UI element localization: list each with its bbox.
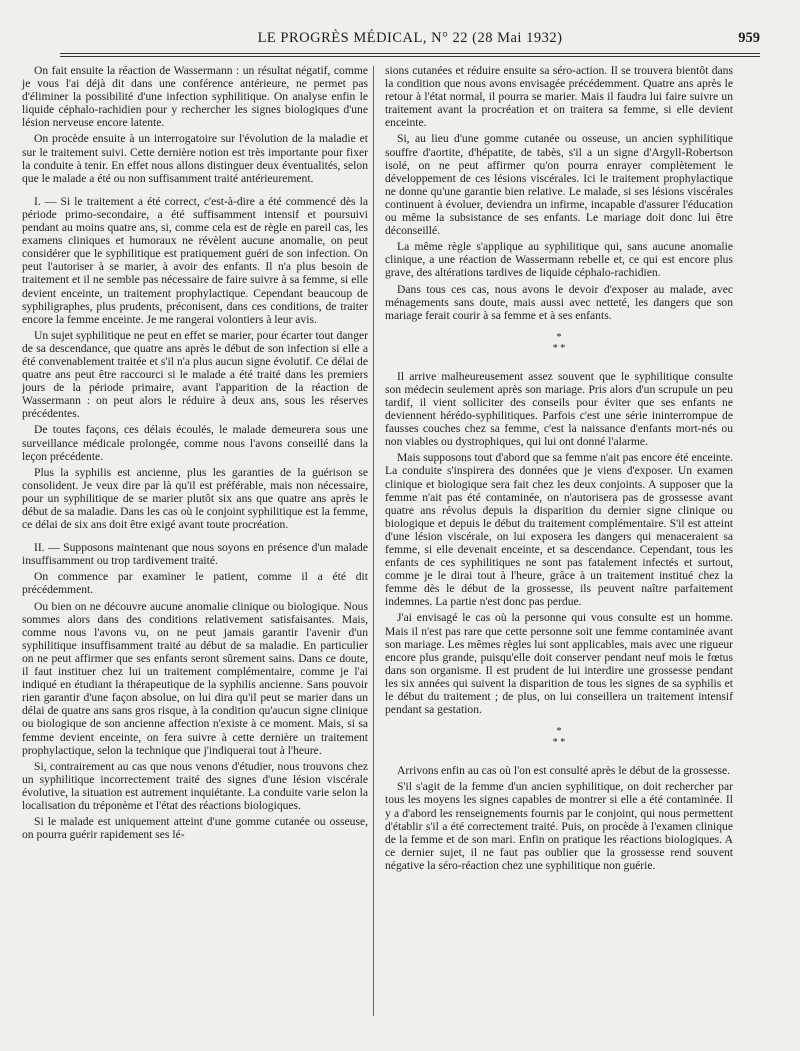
header-rule-bottom [60,56,760,57]
asterism: * * * [552,331,566,354]
paragraph: Si, contrairement au cas que nous venons d'étudier, nous trouvons chez un syphilitique incorrectement traité des signes d'une lésion viscérale évolutive, la situation est autrement inquiétante. La conduite varie selon la localisation du tréponème et l'état des réactions biologiques. [22,759,368,812]
section-separator [385,332,733,354]
running-title: LE PROGRÈS MÉDICAL, N° 22 (28 Mai 1932) [257,30,563,46]
paragraph: sions cutanées et réduire ensuite sa séro-action. Il se trouvera bientôt dans la condition que nous avons envisagée précédemment. Quatre ans après le retour à l'état normal, il pourra se marier. Mais il faudra lui faire suivre un traitement avant la procréation et on traitera sa femme, si elle devient enceinte. [385,64,733,130]
paragraph: Un sujet syphilitique ne peut en effet se marier, pour écarter tout danger de sa descendance, que quatre ans après le début de son infection si elle a été convenablement traitée et s'il n'a plus aucun signe évolutif. Ce délai de quatre ans peut être raccourci si le malade a été traité dans les premiers jours de la période primaire, avant l'apparition de la réaction de Wassermann : on peut alors le réduire à deux ans, sous les réserves précédentes. [22,328,368,421]
paragraph: J'ai envisagé le cas où la personne qui vous consulte est un homme. Mais il n'est pas rare que cette personne soit une femme contaminée avant son mariage. Les mêmes règles lui sont applicables, mais avec une rigueur encore plus grande, puisqu'elle doit conserver pendant neuf mois le fœtus dans son organisme. Il est prudent de lui interdire une grossesse pendant les six années qui suivent la disparition de tous les signes de sa syphilis et le début du traitement ; de plus, on lui conseillera un traitement intensif pendant sa gestation. [385,611,733,717]
paragraph: La même règle s'applique au syphilitique qui, sans aucune anomalie clinique, a une réaction de Wassermann rebelle et, ce qui est encore plus grave, des altérations tardives de liquide céphalo-rachidien. [385,240,733,280]
right-column [385,64,733,875]
paragraph: Plus la syphilis est ancienne, plus les garanties de la guérison se consolident. Je veux dire par là qu'il est préférable, mais non nécessaire, pour un syphilitique de se marier plutôt six ans que quatre ans après le début de sa maladie. Dans les cas où le conjoint syphilitique est la femme, ce délai de six ans doit être exigé avant toute procréation. [22,465,368,532]
paragraph: Mais supposons tout d'abord que sa femme n'ait pas encore été enceinte. La conduite s'inspirera des données que je viens d'exposer. Un examen clinique et biologique sera fait chez les deux conjoints. A supposer que la femme n'ait pas été contaminée, on n'autorisera pas de grossesse avant quatre ans révolus depuis la disparition du dernier signe clinique ou biologique et depuis le début du traitement complémentaire. S'il est atteint d'une lésion viscérale, on lui exposera les dangers qui menaceraient sa femme, si elle devenait enceinte, et sa descendance. Cependant, tous les enfants de ces syphilitiques ne sont pas fatalement infectés et surtout, comme je le dirai tout à l'heure, grâce à un traitement institué chez la femme dès le début de la grossesse, ils peuvent naître parfaitement indemnes. La partie n'est donc pas perdue. [385,451,733,609]
paragraph: On procède ensuite à un interrogatoire sur l'évolution de la maladie et sur le traitement suivi. Cette dernière notion est très importante pour fixer la conduite à tenir. En effet nous allons distinguer deux éventualités, selon que le malade a été ou non suffisamment traité antérieurement. [22,132,368,185]
paragraph: Ou bien on ne découvre aucune anomalie clinique ou biologique. Nous sommes alors dans des conditions relativement satisfaisantes. Mais, comme nous l'avons vu, on ne peut jamais garantir l'avenir d'un syphilitique insuffisamment traité au début de sa maladie. En particulier on ne peut affirmer que ses enfants seront sûrement sains. Dans ce doute, il faut instituer chez lui un traitement complémentaire, comme je l'ai indiqué en étudiant la thérapeutique de la syphilis ancienne. Sans pouvoir rien garantir d'une façon absolue, on lui dira qu'il peut se marier dans un délai de quatre ans sans gros risque, à la condition qu'aucun signe clinique ou biologique de son ancienne affection n'existe à ce moment. Mais, si sa femme devient enceinte, on fera suivre à cette dernière un traitement prophylactique, selon la technique que j'indiquerai tout à l'heure. [22,599,368,757]
paragraph: Arrivons enfin au cas où l'on est consulté après le début de la grossesse. [397,764,731,778]
page-header [60,28,760,50]
column-divider [373,66,374,1016]
paragraph: Si le malade est uniquement atteint d'une gomme cutanée ou osseuse, on pourra guérir rapidement ses lé- [22,815,368,842]
header-rule-top [60,53,760,54]
paragraph: De toutes façons, ces délais écoulés, le malade demeurera sous une surveillance médicale prolongée, comme nous l'avons conseillé dans la leçon précédente. [22,423,368,463]
asterism: * * * [552,726,566,749]
paragraph: II. — Supposons maintenant que nous soyons en présence d'un malade insuffisamment ou trop tardivement traité. [22,541,368,568]
paragraph: I. — Si le traitement a été correct, c'est-à-dire a été commencé dès la période primo-secondaire, a été suffisamment intensif et poursuivi pendant au moins quatre ans, si, comme cela est de règle en pareil cas, les examens cliniques et humoraux ne révèlent aucune anomalie, on peut considérer que le syphilitique est pratiquement guéri de son infection. On peut l'autoriser à se marier, à avoir des enfants. Il n'a plus besoin de traitement et il ne semble pas nécessaire de faire suivre à sa femme, si elle devient enceinte, un traitement prophylactique. Cependant beaucoup de syphiligraphes, plus prudents, préconisent, dans ces conditions, de traiter encore la femme enceinte. Je me rangerai volontiers à leur avis. [22,194,368,326]
paragraph: S'il s'agit de la femme d'un ancien syphilitique, on doit rechercher par tous les moyens les signes capables de montrer si elle a été contaminée. Il y a d'abord les renseignements fournis par le conjoint, qui nous permettent d'établir s'il a été correctement traité. Puis, on procède à l'examen clinique de la femme et de son mari. Enfin on pratique les réactions biologiques. A ce dernier sujet, il ne faut pas oublier que la grossesse rend souvent négative la séro-réaction chez une syphilitique non guérie. [385,780,733,872]
page-number: 959 [738,30,760,46]
paragraph: Il arrive malheureusement assez souvent que le syphilitique consulte son médecin seulement après son mariage. Pris alors d'un scrupule un peu tardif, il vient solliciter des conseils pour éviter que ses enfants ne deviennent hérédo-syphilitiques. Parfois c'est une série ininterrompue de fausses couches chez sa femme, c'est la naissance d'enfants mort-nés ou non viables ou dystrophiques, qui lui ont donné l'alarme. [385,369,733,449]
paragraph: On commence par examiner le patient, comme il a été dit précédemment. [22,570,368,597]
section-separator [385,726,733,748]
paragraph: Dans tous ces cas, nous avons le devoir d'exposer au malade, avec ménagements sans doute, mais aussi avec netteté, les dangers que son mariage ferait courir à sa femme et à ses enfants. [385,282,733,322]
paragraph: Si, au lieu d'une gomme cutanée ou osseuse, un ancien syphilitique souffre d'aortite, d'hépatite, de tabès, s'il a un signe d'Argyll-Robertson isolé, on ne peut affirmer qu'on pourra enrayer complètement le développement de ces lésions viscérales. Ici le traitement prophylactique ne donne qu'une garantie bien relative. Le malade, si ses lésions viscérales continuent à évoluer, deviendra un infirme, incapable d'assurer l'éducation ou même la subsistance de ses enfants. Le mariage doit donc lui être déconseillé. [385,132,733,238]
left-column [22,64,368,844]
paragraph: On fait ensuite la réaction de Wassermann : un résultat négatif, comme je vous l'ai déjà dit dans une conférence antérieure, ne permet pas d'éliminer la possibilité d'une infection syphilitique. On analyse enfin le liquide céphalo-rachidien pour y rechercher les signes biologiques d'une lésion nerveuse encore latente. [22,64,368,130]
